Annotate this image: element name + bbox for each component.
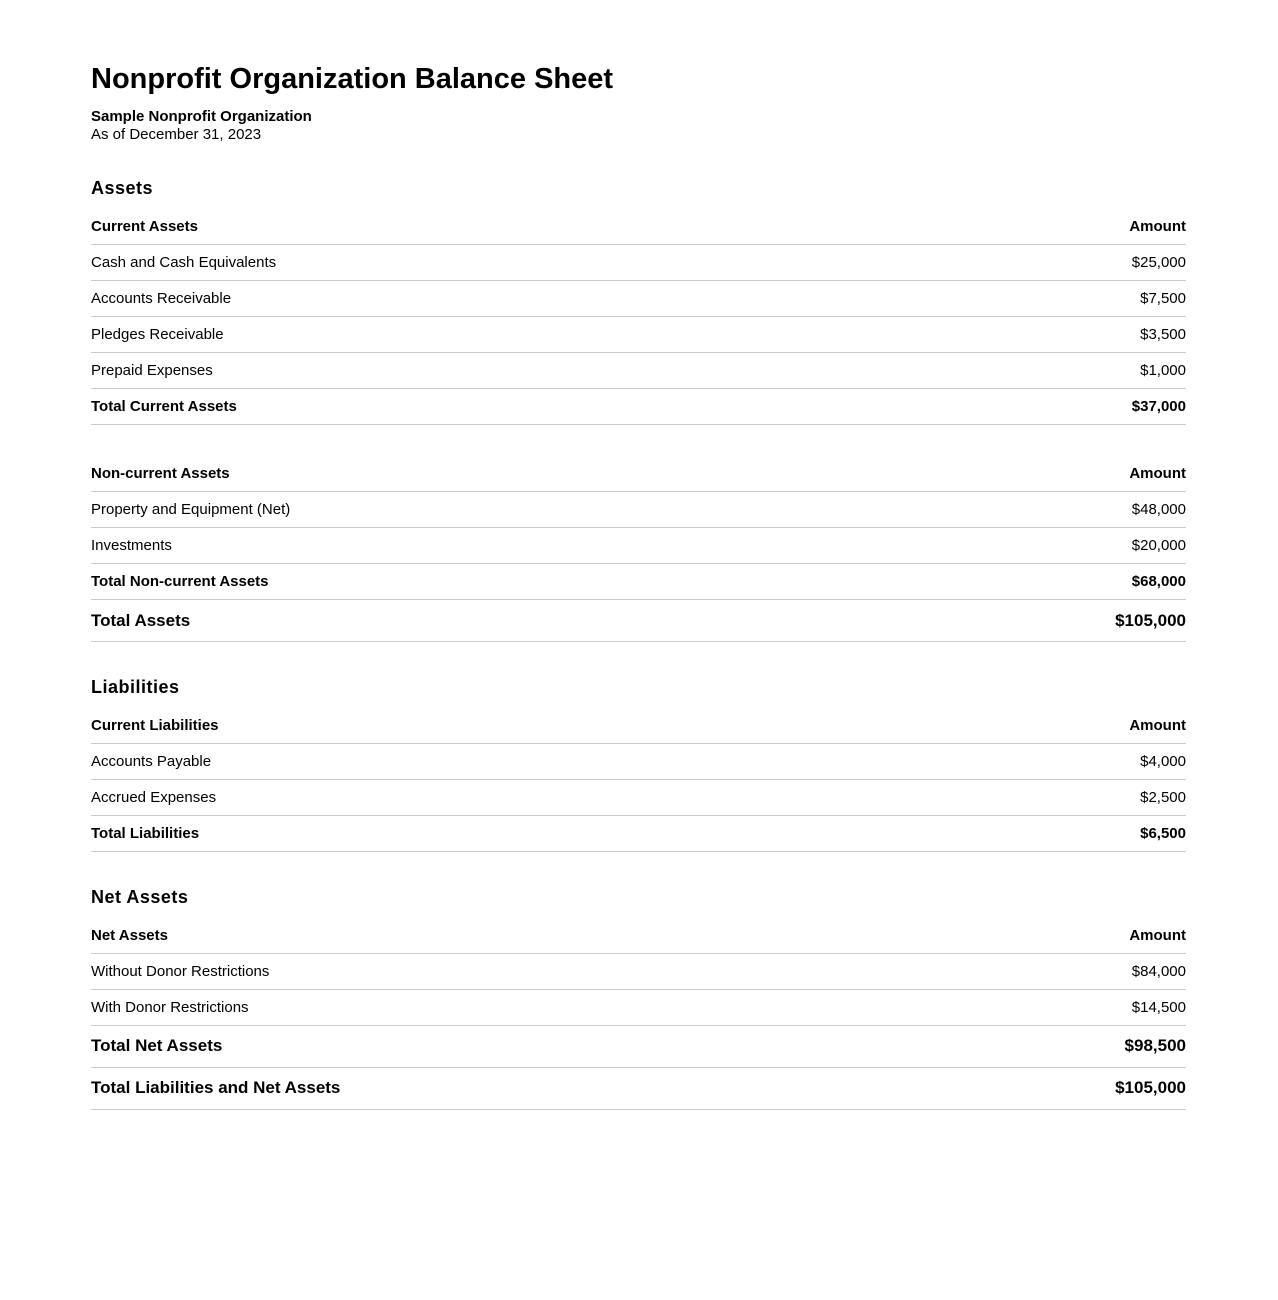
row-amount: $84,000 bbox=[1131, 962, 1186, 980]
grand-total-amount: $105,000 bbox=[1115, 1078, 1186, 1098]
table-total-row bbox=[91, 564, 1186, 600]
table-header-row bbox=[91, 209, 1186, 245]
table-row bbox=[91, 492, 1186, 528]
row-amount: $48,000 bbox=[1131, 501, 1186, 519]
row-label: Accrued Expenses bbox=[91, 789, 217, 807]
table-row bbox=[91, 281, 1186, 317]
row-label: Prepaid Expenses bbox=[91, 362, 213, 380]
table-header-row bbox=[91, 918, 1186, 954]
table-header-label: Non-current Assets bbox=[91, 465, 230, 483]
total-label: Total Non-current Assets bbox=[91, 573, 269, 591]
row-amount: $1,000 bbox=[1140, 362, 1186, 380]
table-header-label: Current Liabilities bbox=[91, 717, 219, 735]
as-of-date: As of December 31, 2023 bbox=[91, 126, 262, 144]
row-amount: $7,500 bbox=[1140, 290, 1186, 308]
total-amount: $37,000 bbox=[1131, 398, 1186, 416]
row-label: Pledges Receivable bbox=[91, 326, 224, 344]
row-label: With Donor Restrictions bbox=[91, 998, 249, 1016]
table-total-row bbox=[91, 389, 1186, 425]
grand-total-label: Total Assets bbox=[91, 610, 191, 630]
table-row bbox=[91, 954, 1186, 990]
total-amount: $68,000 bbox=[1131, 573, 1186, 591]
amount-column-header: Amount bbox=[1129, 717, 1186, 735]
amount-column-header: Amount bbox=[1129, 926, 1186, 944]
row-label: Accounts Receivable bbox=[91, 290, 232, 308]
total-net-assets-row bbox=[91, 1026, 1186, 1068]
net-assets-table bbox=[91, 918, 1186, 1026]
amount-column-header: Amount bbox=[1129, 218, 1186, 236]
row-amount: $2,500 bbox=[1140, 789, 1186, 807]
section-heading-assets: Assets bbox=[91, 178, 154, 199]
section-heading-liabilities: Liabilities bbox=[91, 677, 180, 698]
row-label: Investments bbox=[91, 537, 172, 555]
grand-total-amount: $105,000 bbox=[1115, 610, 1186, 630]
table-row bbox=[91, 353, 1186, 389]
row-label: Cash and Cash Equivalents bbox=[91, 254, 277, 272]
organization-name: Sample Nonprofit Organization bbox=[91, 108, 312, 126]
row-amount: $20,000 bbox=[1131, 537, 1186, 555]
table-row bbox=[91, 245, 1186, 281]
grand-total-amount: $98,500 bbox=[1124, 1036, 1186, 1056]
current-liabilities-table bbox=[91, 708, 1186, 852]
table-row bbox=[91, 990, 1186, 1026]
section-liabilities bbox=[91, 678, 1186, 852]
section-assets bbox=[91, 179, 1186, 642]
table-row bbox=[91, 317, 1186, 353]
grand-total-label: Total Net Assets bbox=[91, 1036, 223, 1056]
row-label: Without Donor Restrictions bbox=[91, 962, 270, 980]
row-amount: $14,500 bbox=[1131, 998, 1186, 1016]
table-row bbox=[91, 744, 1186, 780]
table-total-row bbox=[91, 816, 1186, 852]
amount-column-header: Amount bbox=[1129, 465, 1186, 483]
row-label: Property and Equipment (Net) bbox=[91, 501, 291, 519]
table-header-row bbox=[91, 708, 1186, 744]
total-assets-row bbox=[91, 600, 1186, 642]
row-amount: $25,000 bbox=[1131, 254, 1186, 272]
page-title: Nonprofit Organization Balance Sheet bbox=[91, 63, 614, 95]
section-heading-net-assets: Net Assets bbox=[91, 887, 189, 908]
row-label: Accounts Payable bbox=[91, 753, 212, 771]
row-amount: $3,500 bbox=[1140, 326, 1186, 344]
section-net-assets bbox=[91, 888, 1186, 1110]
row-amount: $4,000 bbox=[1140, 753, 1186, 771]
table-row bbox=[91, 528, 1186, 564]
current-assets-table bbox=[91, 209, 1186, 425]
table-header-row bbox=[91, 456, 1186, 492]
table-row bbox=[91, 780, 1186, 816]
table-header-label: Current Assets bbox=[91, 218, 198, 236]
total-label: Total Current Assets bbox=[91, 398, 237, 416]
grand-total-label: Total Liabilities and Net Assets bbox=[91, 1078, 341, 1098]
non-current-assets-table bbox=[91, 456, 1186, 600]
total-amount: $6,500 bbox=[1140, 825, 1186, 843]
total-liabilities-and-net-assets-row bbox=[91, 1068, 1186, 1110]
total-label: Total Liabilities bbox=[91, 825, 200, 843]
table-header-label: Net Assets bbox=[91, 926, 168, 944]
